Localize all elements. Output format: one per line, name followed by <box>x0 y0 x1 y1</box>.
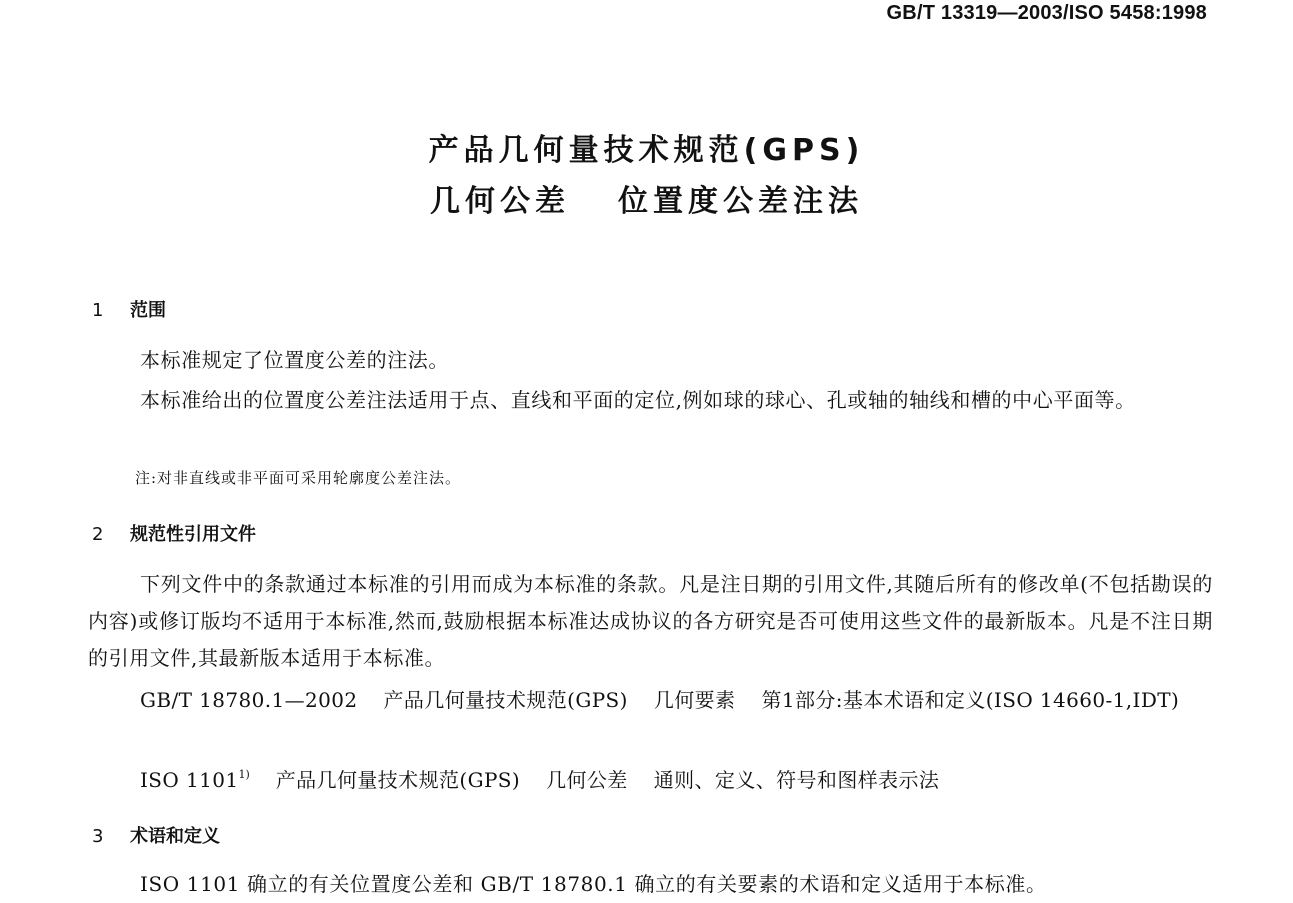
footnote-marker: 1) <box>238 768 250 781</box>
reference-part: 几何要素 <box>653 688 736 712</box>
section-heading-terms <box>92 822 220 848</box>
reference-part: 几何公差 <box>546 768 628 792</box>
reference-rest: 通则、定义、符号和图样表示法 <box>653 768 940 792</box>
section-number: 2 <box>92 524 104 545</box>
reference-code: GB/T 18780.1—2002 <box>140 688 358 712</box>
section-number: 3 <box>92 826 104 847</box>
section-title: 范围 <box>130 300 166 321</box>
reference-item-gbt18780 <box>88 682 1213 719</box>
document-title-line1: 产品几何量技术规范(GPS) <box>428 133 865 168</box>
section-heading-scope <box>92 296 166 322</box>
section-heading-normative-references <box>92 520 256 546</box>
reference-title: 产品几何量技术规范(GPS) <box>383 688 628 712</box>
references-paragraph: 下列文件中的条款通过本标准的引用而成为本标准的条款。凡是注日期的引用文件,其随后所有的修改单(不包括勘误的内容)或修订版均不适用于本标准,然而,鼓励根据本标准达成协议的各方研究是否可使用这些文件的最新版本。凡是不注日期的引用文件,其最新版本适用于本标准。 <box>88 572 1213 670</box>
reference-item-iso1101 <box>88 756 1213 799</box>
title-line2-part1: 几何公差 <box>430 184 570 219</box>
title-line2-part2: 位置度公差注法 <box>618 184 863 219</box>
scope-paragraph-2: 本标准给出的位置度公差注法适用于点、直线和平面的定位,例如球的球心、孔或轴的轴线和槽的中心平面等。 <box>140 388 1136 412</box>
terms-paragraph: ISO 1101 确立的有关位置度公差和 GB/T 18780.1 确立的有关要素的术语和定义适用于本标准。 <box>140 872 1047 896</box>
document-title-line2 <box>0 176 1293 220</box>
section-title: 规范性引用文件 <box>130 524 256 545</box>
section-number: 1 <box>92 300 104 321</box>
section-title: 术语和定义 <box>130 826 220 847</box>
reference-code: ISO 1101 <box>140 768 239 792</box>
standard-code: GB/T 13319—2003/ISO 5458:1998 <box>886 2 1207 24</box>
reference-rest: 第1部分:基本术语和定义(ISO 14660-1,IDT) <box>761 688 1180 712</box>
reference-title: 产品几何量技术规范(GPS) <box>275 768 521 792</box>
scope-paragraph-1: 本标准规定了位置度公差的注法。 <box>140 348 449 372</box>
scope-note: 注:对非直线或非平面可采用轮廓度公差注法。 <box>135 469 462 487</box>
